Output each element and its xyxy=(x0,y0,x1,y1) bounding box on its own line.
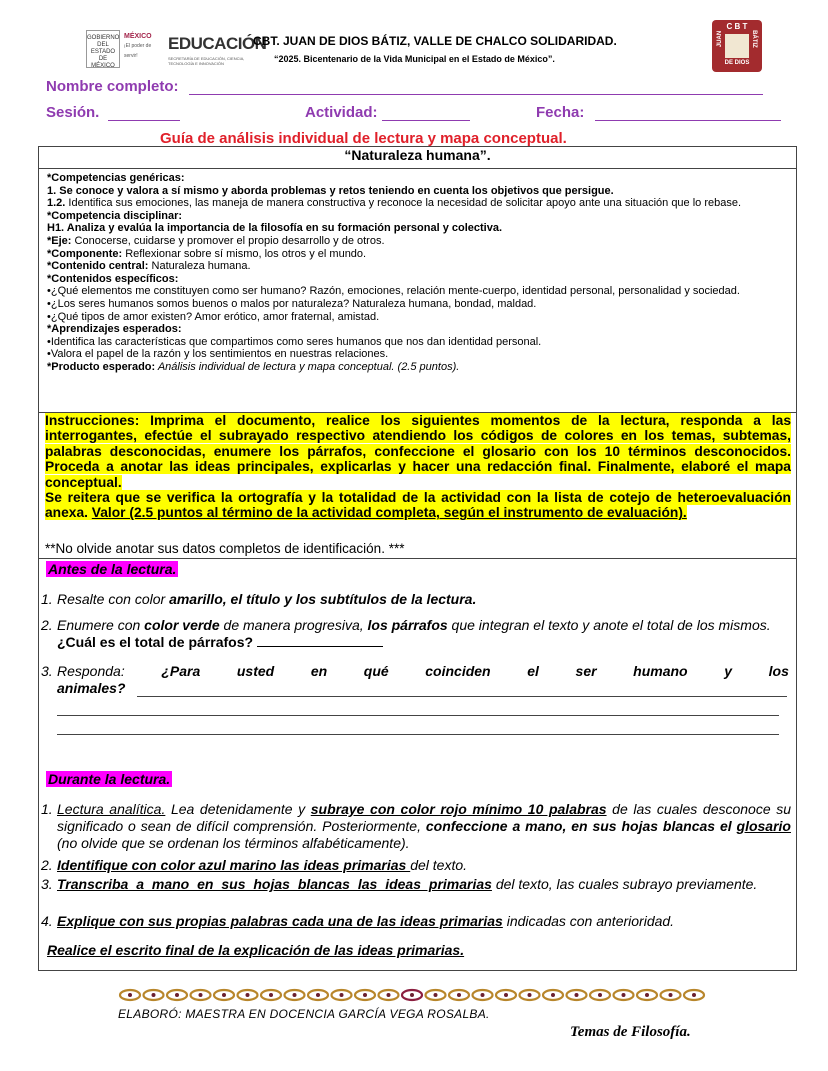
decorative-border-icon xyxy=(118,988,708,1002)
during-i2 xyxy=(41,857,791,874)
activity-label: Actividad: xyxy=(305,104,378,121)
chain-dot xyxy=(175,993,179,997)
mexico-text: MÉXICO xyxy=(124,33,152,40)
i1-b: Lea detenidamente y xyxy=(165,801,311,817)
education-sub: SECRETARÍA DE EDUCACIÓN, CIENCIA, TECNOLOGÍA E INNOVACIÓN xyxy=(168,56,245,66)
chain-dot xyxy=(434,993,438,997)
chain-dot xyxy=(152,993,156,997)
q2-a: Enumere con xyxy=(57,617,145,633)
i1-e: confeccione a mano, en sus hojas blancas el xyxy=(425,818,737,834)
i4-num: 4. xyxy=(41,913,53,929)
chain-dot xyxy=(622,993,626,997)
before-q3 xyxy=(41,663,789,697)
i2-b: del texto. xyxy=(410,857,468,873)
q2-num: 2. xyxy=(41,617,53,633)
i2-num: 2. xyxy=(41,857,53,873)
school-name: CBT. JUAN DE DIOS BÁTIZ, VALLE DE CHALCO SOLIDARIDAD. xyxy=(253,34,617,48)
i1-num: 1. xyxy=(41,801,53,817)
i3-b: del texto, las cuales subrayo previamente. xyxy=(491,876,758,892)
q3-word: en xyxy=(310,663,328,679)
instructions-section xyxy=(45,413,791,521)
before-q2 xyxy=(41,617,792,651)
producto-label: *Producto esperado: xyxy=(47,360,156,373)
eje: Conocerse, cuidarse y promover el propio desarrollo y de otros. xyxy=(71,234,385,247)
during-final xyxy=(47,942,464,959)
q3-word: coinciden xyxy=(425,663,491,679)
chain-dot xyxy=(598,993,602,997)
education-logo xyxy=(86,28,267,70)
apr-2: •Valora el papel de la razón y los sentimientos en nuestras relaciones. xyxy=(47,348,389,361)
disciplinar-head: *Competencia disciplinar: xyxy=(47,209,183,222)
session-field[interactable] xyxy=(108,106,180,121)
author-credit: ELABORÓ: MAESTRA EN DOCENCIA GARCÍA VEGA ROSALBA. xyxy=(118,1007,490,1021)
aprendizajes-head: *Aprendizajes esperados: xyxy=(47,323,182,336)
q1-a: Resalte con color xyxy=(57,591,170,607)
logo-right-word: BÁTIZ xyxy=(751,30,757,48)
generic-1: 1. Se conoce y valora a sí mismo y aborda problemas y retos teniendo en cuenta los objetivos que persigue. xyxy=(47,184,614,197)
answer-line[interactable] xyxy=(57,734,779,735)
generic-12-num: 1.2. xyxy=(47,197,66,210)
i4-a: Explique con sus propias palabras cada una de las ideas primarias xyxy=(57,913,503,929)
before-q1 xyxy=(41,591,787,608)
name-label: Nombre completo: xyxy=(46,78,179,95)
q3-a: Responda: xyxy=(57,663,125,679)
chain-dot xyxy=(363,993,367,997)
generic-head: *Competencias genéricas: xyxy=(47,172,185,184)
chain-dot xyxy=(528,993,532,997)
during-i3 xyxy=(41,876,791,893)
q3-word: humano xyxy=(633,663,688,679)
esp-3: •¿Qué tipos de amor existen? Amor erótico, amor fraternal, amistad. xyxy=(47,310,380,323)
chain-dot xyxy=(457,993,461,997)
i1-a: Lectura analítica. xyxy=(57,801,166,817)
chain-dot xyxy=(128,993,132,997)
chain-dot xyxy=(293,993,297,997)
competencies-section xyxy=(47,172,790,374)
date-field[interactable] xyxy=(595,106,781,121)
subject-footer: Temas de Filosofía. xyxy=(570,1024,691,1040)
instructions-p2a: Se reitera que se verifica la ortografía y la totalidad de la actividad con la lista de cotejo de heteroevaluación anexa. xyxy=(45,490,791,521)
session-row xyxy=(46,104,180,121)
chain-dot xyxy=(199,993,203,997)
i3-num: 3. xyxy=(41,876,53,892)
q1-b: amarillo, el título y los subtítulos de la lectura. xyxy=(169,591,477,607)
q2-d: los párrafos xyxy=(367,617,448,633)
chain-dot xyxy=(645,993,649,997)
chain-dot xyxy=(269,993,273,997)
state-seal: GOBIERNO DEL ESTADO DE MÉXICO xyxy=(86,30,120,68)
date-row xyxy=(536,104,781,121)
i1-g: (no olvide que se ordenan los términos alfabéticamente). xyxy=(57,835,410,851)
chain-dot xyxy=(669,993,673,997)
apr-1: •Identifica las características que compartimos como seres humanos que nos dan identidad personal. xyxy=(47,335,542,348)
content-box xyxy=(38,146,797,971)
answer-line[interactable] xyxy=(137,696,787,697)
componente-label: *Componente: xyxy=(47,247,123,260)
date-label: Fecha: xyxy=(536,104,585,121)
esp-2: •¿Los seres humanos somos buenos o malos por naturaleza? Naturaleza humana, bondad, maldad. xyxy=(47,297,537,310)
q3-num: 3. xyxy=(41,663,53,679)
divider xyxy=(39,558,796,559)
q1-num: 1. xyxy=(41,591,53,607)
logo-top: C B T xyxy=(726,22,748,31)
chain-dot xyxy=(410,993,414,997)
chain-dot xyxy=(551,993,555,997)
activity-row xyxy=(305,104,470,121)
q3-word: usted xyxy=(236,663,275,679)
mexico-sub: ¡El poder de servir! xyxy=(124,43,152,59)
chain-dot xyxy=(222,993,226,997)
session-label: Sesión. xyxy=(46,104,100,121)
chain-dot xyxy=(575,993,579,997)
chain-dot xyxy=(692,993,696,997)
q2-e: que integran el texto y anote el total de los mismos. xyxy=(447,617,771,633)
activity-field[interactable] xyxy=(382,106,470,121)
generic-12: Identifica sus emociones, las maneja de manera constructiva y reconoce la necesidad de solicitar apoyo ante una situación que lo rebase. xyxy=(65,197,742,210)
content-title: “Naturaleza humana”. xyxy=(344,147,491,163)
identification-note: **No olvide anotar sus datos completos de identificación. *** xyxy=(45,541,405,556)
q3-word: ser xyxy=(575,663,597,679)
i3-a: Transcriba a mano en sus hojas blancas las ideas primarias xyxy=(57,876,492,892)
chain-dot xyxy=(481,993,485,997)
eje-label: *Eje: xyxy=(47,234,72,247)
i1-f: glosario xyxy=(736,818,791,834)
q2-b: color verde xyxy=(144,617,220,633)
producto: Análisis individual de lectura y mapa conceptual. (2.5 puntos). xyxy=(155,360,460,373)
bicentennial-text: “2025. Bicentenario de la Vida Municipal en el Estado de México”. xyxy=(274,54,555,64)
logo-book-icon xyxy=(725,34,749,58)
q3-word: y xyxy=(724,663,733,679)
instructions-p2b: Valor (2.5 puntos al término de la actividad completa, según el instrumento de evaluación). xyxy=(91,505,687,521)
during-i4 xyxy=(41,913,791,930)
before-reading-head: Antes de la lectura. xyxy=(48,561,177,577)
during-reading-head: Durante la lectura. xyxy=(48,771,171,787)
guide-title: Guía de análisis individual de lectura y mapa conceptual. xyxy=(160,130,567,147)
chain-dot xyxy=(387,993,391,997)
name-field[interactable] xyxy=(189,80,763,95)
chain-dot xyxy=(246,993,250,997)
i4-b: indicadas con anterioridad. xyxy=(502,913,675,929)
i1-d: de las cuales desconoce su significado o sean de difícil comprensión. Posteriormente, xyxy=(57,801,792,834)
instructions-p1: Instrucciones: Imprima el documento, realice los siguientes momentos de la lectura, responda a las interrogantes, efectúe el subrayado respectivo atendiendo los códigos de colores en los temas, subtemas, palabras desconocidas, enumere los párrafos, confeccione el glosario con los 10 términos desconocidos. Proceda a anotar las ideas principales, explicarlas y hacer una redacción final. Finalmente, elaboré el mapa conceptual. xyxy=(45,413,791,490)
q3-b: animales? xyxy=(57,680,126,696)
q3-word: ¿Para xyxy=(161,663,201,679)
central-label: *Contenido central: xyxy=(47,260,149,273)
especificos-head: *Contenidos específicos: xyxy=(47,272,179,285)
education-text: EDUCACIÓN xyxy=(168,34,267,53)
i1-c: subraye con color rojo mínimo 10 palabras xyxy=(310,801,607,817)
q2-c: de manera progresiva, xyxy=(219,617,368,633)
during-i1 xyxy=(41,801,792,852)
q3-word: los xyxy=(768,663,789,679)
componente: Reflexionar sobre sí mismo, los otros y el mundo. xyxy=(122,247,367,260)
i2-a: Identifique con color azul marino las ideas primarias xyxy=(57,857,411,873)
esp-1: •¿Qué elementos me constituyen como ser humano? Razón, emociones, relación mente-cuerpo, identidad personal, personalidad y sociedad. xyxy=(47,285,740,298)
paragraph-total-field[interactable] xyxy=(257,634,383,647)
mexico-logo xyxy=(124,32,162,61)
answer-line[interactable] xyxy=(57,715,779,716)
q3-line xyxy=(57,663,789,680)
chain-dot xyxy=(504,993,508,997)
divider xyxy=(39,168,796,169)
logo-left: JUAN xyxy=(717,30,723,48)
central: Naturaleza humana. xyxy=(148,260,251,273)
q2-f: ¿Cuál es el total de párrafos? xyxy=(57,634,254,650)
logo-bottom: DE DIOS xyxy=(724,60,750,66)
chain-dot xyxy=(316,993,320,997)
q3-word: qué xyxy=(363,663,389,679)
chain-dot xyxy=(340,993,344,997)
final-text: Realice el escrito final de la explicación de las ideas primarias. xyxy=(47,942,465,958)
h1: H1. Analiza y evalúa la importancia de la filosofía en su formación personal y colectiva. xyxy=(47,222,503,235)
name-row xyxy=(46,78,763,95)
cbt-logo xyxy=(712,20,762,72)
q3-word: el xyxy=(527,663,539,679)
